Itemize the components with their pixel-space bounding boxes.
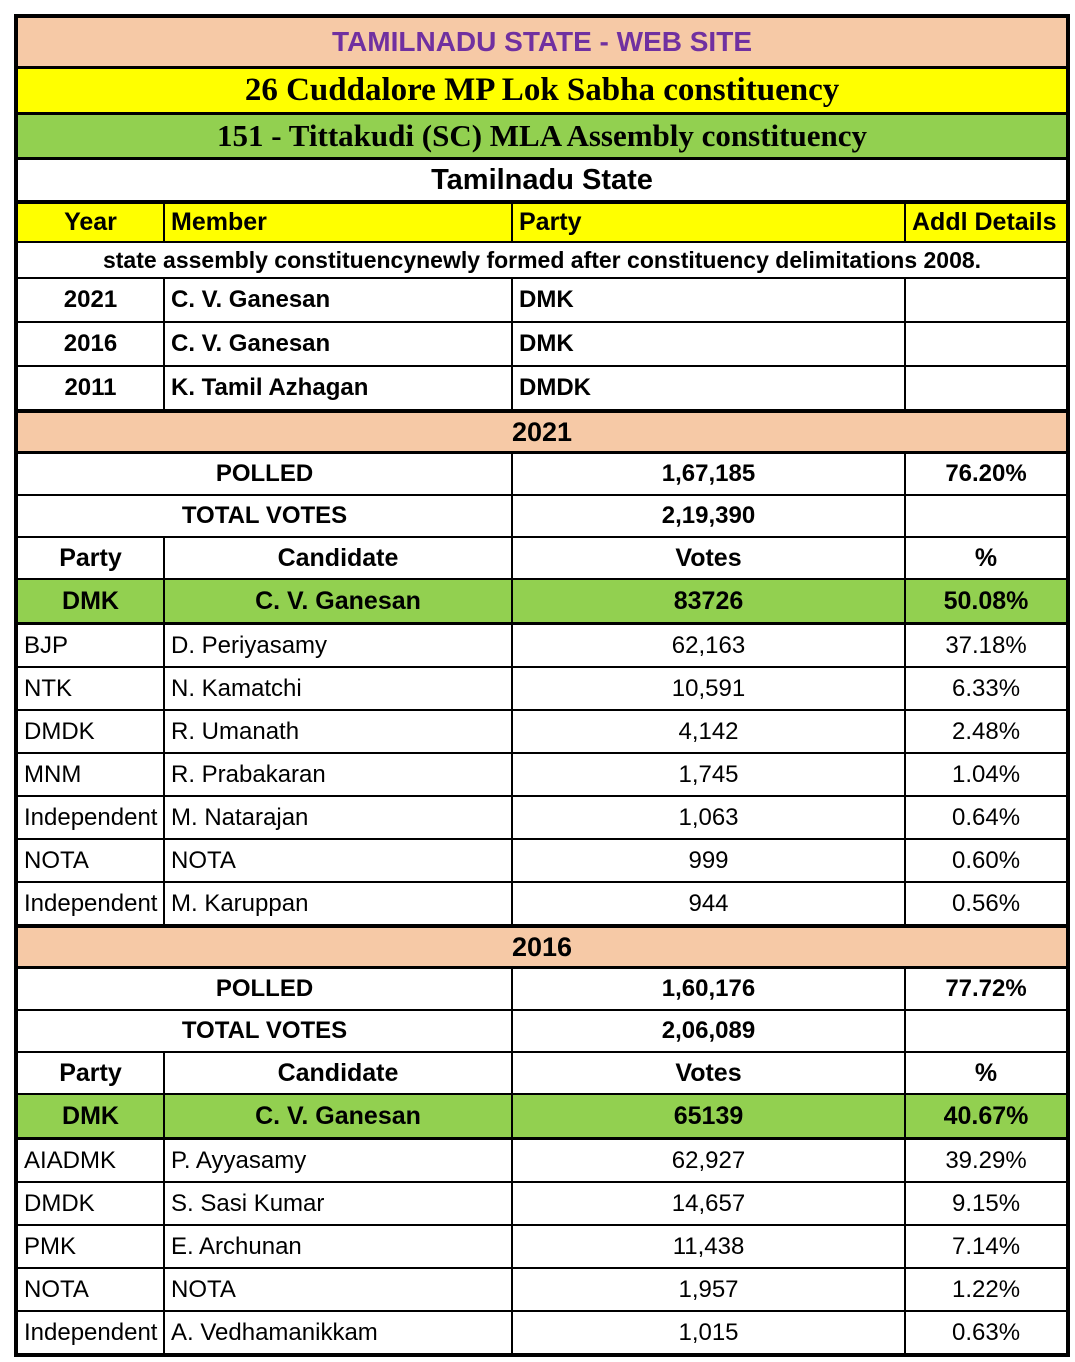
percent-cell: 1.04%	[905, 753, 1068, 796]
member-cell: C. V. Ganesan	[164, 278, 512, 322]
state-title: Tamilnadu State	[16, 159, 1068, 203]
votes-cell: 999	[512, 839, 905, 882]
mla-constituency-title: 151 - Tittakudi (SC) MLA Assembly constituency	[16, 114, 1068, 159]
winner-row	[16, 1094, 1068, 1139]
party-cell: DMK	[512, 278, 905, 322]
votes-cell: 4,142	[512, 710, 905, 753]
addl-details-cell	[905, 322, 1068, 366]
party-cell: DMDK	[512, 366, 905, 411]
candidate-row	[16, 710, 1068, 753]
party-column-header: Party	[16, 537, 164, 579]
votes-cell: 65139	[512, 1094, 905, 1139]
votes-column-header: Votes	[512, 1052, 905, 1094]
total-votes-row	[16, 1010, 1068, 1052]
percent-cell: 0.64%	[905, 796, 1068, 839]
candidate-row	[16, 1268, 1068, 1311]
party-cell: Independent	[16, 882, 164, 926]
percent-cell: 50.08%	[905, 579, 1068, 624]
percent-cell: 0.63%	[905, 1311, 1068, 1355]
total-votes-label: TOTAL VOTES	[16, 495, 512, 537]
addl-details-cell	[905, 366, 1068, 411]
votes-cell: 1,015	[512, 1311, 905, 1355]
percent-column-header: %	[905, 1052, 1068, 1094]
party-cell: NOTA	[16, 839, 164, 882]
year-cell: 2016	[16, 322, 164, 366]
year-column-header: Year	[16, 202, 164, 242]
candidate-row	[16, 667, 1068, 710]
votes-cell: 83726	[512, 579, 905, 624]
delimitation-note-row	[16, 242, 1068, 278]
candidate-row	[16, 1182, 1068, 1225]
member-row	[16, 366, 1068, 411]
party-cell: NTK	[16, 667, 164, 710]
polled-value: 1,60,176	[512, 968, 905, 1011]
polled-row	[16, 968, 1068, 1011]
candidate-row	[16, 753, 1068, 796]
total-votes-value: 2,06,089	[512, 1010, 905, 1052]
votes-column-header: Votes	[512, 537, 905, 579]
candidate-cell: D. Periyasamy	[164, 624, 512, 668]
site-banner-title: TAMILNADU STATE - WEB SITE	[16, 16, 1068, 68]
candidate-row	[16, 1311, 1068, 1355]
party-cell: NOTA	[16, 1268, 164, 1311]
candidate-cell: M. Karuppan	[164, 882, 512, 926]
votes-cell: 1,063	[512, 796, 905, 839]
polled-percent: 77.72%	[905, 968, 1068, 1011]
percent-cell: 2.48%	[905, 710, 1068, 753]
candidate-cell: M. Natarajan	[164, 796, 512, 839]
member-cell: K. Tamil Azhagan	[164, 366, 512, 411]
polled-percent: 76.20%	[905, 453, 1068, 496]
percent-column-header: %	[905, 537, 1068, 579]
votes-cell: 11,438	[512, 1225, 905, 1268]
addl-details-cell	[905, 278, 1068, 322]
candidate-cell: P. Ayyasamy	[164, 1139, 512, 1183]
percent-cell: 40.67%	[905, 1094, 1068, 1139]
candidate-cell: N. Kamatchi	[164, 667, 512, 710]
votes-cell: 62,163	[512, 624, 905, 668]
candidate-row	[16, 882, 1068, 926]
candidate-cell: A. Vedhamanikkam	[164, 1311, 512, 1355]
percent-cell: 0.60%	[905, 839, 1068, 882]
total-votes-label: TOTAL VOTES	[16, 1010, 512, 1052]
addl-details-column-header: Addl Details	[905, 202, 1068, 242]
election-year-label: 2016	[16, 926, 1068, 968]
year-cell: 2021	[16, 278, 164, 322]
votes-cell: 10,591	[512, 667, 905, 710]
candidate-cell: E. Archunan	[164, 1225, 512, 1268]
candidate-row	[16, 1225, 1068, 1268]
candidate-row	[16, 624, 1068, 668]
percent-cell: 1.22%	[905, 1268, 1068, 1311]
party-cell: PMK	[16, 1225, 164, 1268]
votes-cell: 1,957	[512, 1268, 905, 1311]
candidate-cell: R. Umanath	[164, 710, 512, 753]
site-banner-row	[16, 16, 1068, 68]
candidate-row	[16, 1139, 1068, 1183]
mla-constituency-row	[16, 114, 1068, 159]
candidate-cell: C. V. Ganesan	[164, 579, 512, 624]
total-votes-row	[16, 495, 1068, 537]
party-cell: MNM	[16, 753, 164, 796]
election-year-label: 2021	[16, 411, 1068, 453]
candidate-column-header: Candidate	[164, 1052, 512, 1094]
candidate-cell: NOTA	[164, 839, 512, 882]
candidate-cell: S. Sasi Kumar	[164, 1182, 512, 1225]
percent-cell: 37.18%	[905, 624, 1068, 668]
party-cell: Independent	[16, 1311, 164, 1355]
election-year-header	[16, 411, 1068, 453]
votes-cell: 14,657	[512, 1182, 905, 1225]
polled-label: POLLED	[16, 453, 512, 496]
percent-cell: 6.33%	[905, 667, 1068, 710]
polled-label: POLLED	[16, 968, 512, 1011]
member-column-header: Member	[164, 202, 512, 242]
delimitation-note: state assembly constituencynewly formed after constituency delimitations 2008.	[16, 242, 1068, 278]
party-cell: DMDK	[16, 710, 164, 753]
mp-constituency-title: 26 Cuddalore MP Lok Sabha constituency	[16, 68, 1068, 114]
percent-cell: 9.15%	[905, 1182, 1068, 1225]
party-cell: AIADMK	[16, 1139, 164, 1183]
party-cell: DMDK	[16, 1182, 164, 1225]
total-votes-percent-empty	[905, 1010, 1068, 1052]
party-cell: DMK	[16, 1094, 164, 1139]
votes-cell: 62,927	[512, 1139, 905, 1183]
winner-row	[16, 579, 1068, 624]
mp-constituency-row	[16, 68, 1068, 114]
votes-cell: 944	[512, 882, 905, 926]
results-header-row	[16, 1052, 1068, 1094]
candidate-row	[16, 796, 1068, 839]
party-cell: Independent	[16, 796, 164, 839]
year-cell: 2011	[16, 366, 164, 411]
candidate-row	[16, 839, 1068, 882]
member-row	[16, 322, 1068, 366]
party-cell: BJP	[16, 624, 164, 668]
member-row	[16, 278, 1068, 322]
member-cell: C. V. Ganesan	[164, 322, 512, 366]
candidate-cell: R. Prabakaran	[164, 753, 512, 796]
party-column-header: Party	[16, 1052, 164, 1094]
candidate-cell: C. V. Ganesan	[164, 1094, 512, 1139]
total-votes-percent-empty	[905, 495, 1068, 537]
percent-cell: 0.56%	[905, 882, 1068, 926]
percent-cell: 39.29%	[905, 1139, 1068, 1183]
candidate-cell: NOTA	[164, 1268, 512, 1311]
candidate-column-header: Candidate	[164, 537, 512, 579]
party-column-header: Party	[512, 202, 905, 242]
party-cell: DMK	[16, 579, 164, 624]
members-header-row	[16, 202, 1068, 242]
election-year-header	[16, 926, 1068, 968]
party-cell: DMK	[512, 322, 905, 366]
state-title-row	[16, 159, 1068, 203]
polled-value: 1,67,185	[512, 453, 905, 496]
total-votes-value: 2,19,390	[512, 495, 905, 537]
percent-cell: 7.14%	[905, 1225, 1068, 1268]
polled-row	[16, 453, 1068, 496]
votes-cell: 1,745	[512, 753, 905, 796]
results-header-row	[16, 537, 1068, 579]
constituency-results-table	[14, 14, 1070, 1357]
